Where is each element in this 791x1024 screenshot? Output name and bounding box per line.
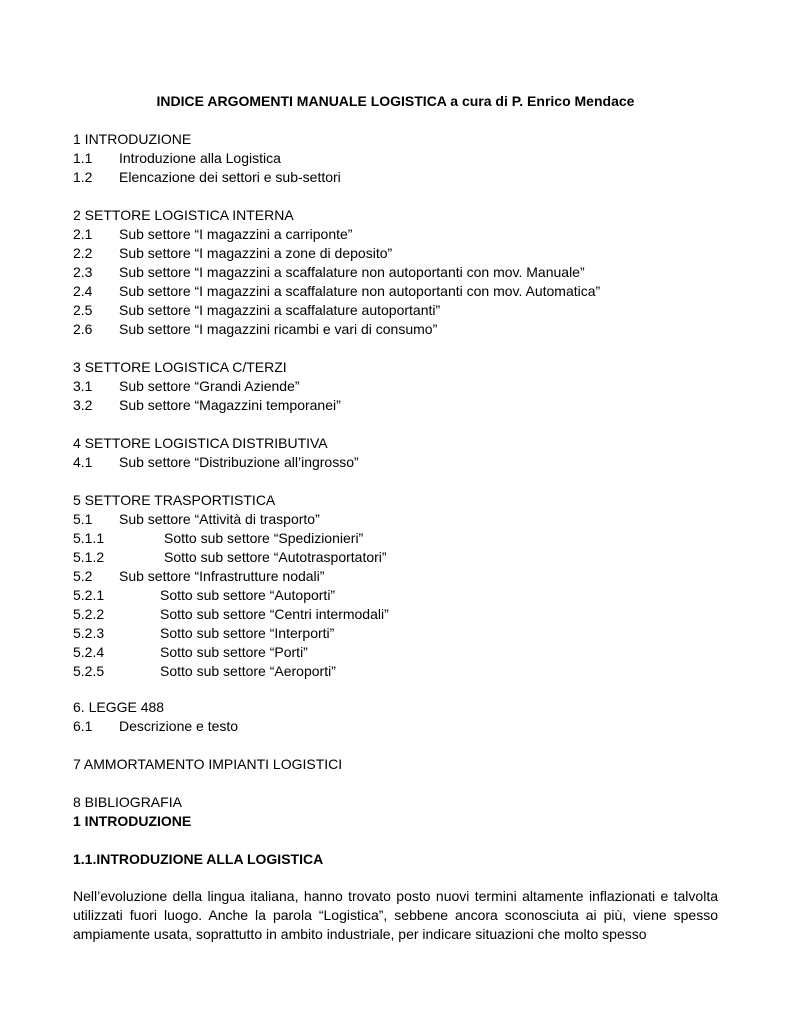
toc-item-text: Sotto sub settore “Porti” xyxy=(160,644,308,660)
toc-item-text: Introduzione alla Logistica xyxy=(119,150,281,166)
toc-item-number: 2.1 xyxy=(73,226,93,242)
toc-heading-text: 3 SETTORE LOGISTICA C/TERZI xyxy=(73,359,287,375)
toc-item-text: Sotto sub settore “Autotrasportatori” xyxy=(164,549,387,565)
toc-item-text: Sub settore “Infrastrutture nodali” xyxy=(119,568,325,584)
toc-item-text: Sub settore “I magazzini a zone di deposito” xyxy=(119,245,393,261)
toc-item-number: 4.1 xyxy=(73,454,93,470)
toc-item-number: 1.1 xyxy=(73,150,93,166)
toc-item-number: 2.3 xyxy=(73,264,93,280)
toc-item-text: Sub settore “I magazzini a scaffalature non autoportanti con mov. Manuale” xyxy=(119,264,585,280)
section-heading-text: 1 INTRODUZIONE xyxy=(73,813,192,829)
toc-item-number: 5.1 xyxy=(73,511,93,527)
toc-item-text: Sotto sub settore “Centri intermodali” xyxy=(160,606,389,622)
toc-item-text: Elencazione dei settori e sub-settori xyxy=(119,169,341,185)
toc-item-number: 5.2.2 xyxy=(73,606,105,622)
toc-item-number: 2.2 xyxy=(73,245,93,261)
toc-heading-text: 1 INTRODUZIONE xyxy=(73,131,192,147)
toc-item-number: 3.2 xyxy=(73,397,93,413)
toc-item-text: Sub settore “I magazzini ricambi e vari di consumo” xyxy=(119,321,438,337)
toc-item-number: 2.4 xyxy=(73,283,93,299)
toc-heading-text: 2 SETTORE LOGISTICA INTERNA xyxy=(73,207,294,223)
toc-item-text: Descrizione e testo xyxy=(119,718,239,734)
toc-item-number: 5.2.3 xyxy=(73,625,105,641)
toc-item-number: 5.2.4 xyxy=(73,644,105,660)
subsection-heading-text: 1.1.INTRODUZIONE ALLA LOGISTICA xyxy=(73,851,324,867)
toc-heading-text: 6. LEGGE 488 xyxy=(73,699,165,715)
toc-item-text: Sotto sub settore “Spedizionieri” xyxy=(164,530,364,546)
toc-item-number: 2.6 xyxy=(73,321,93,337)
toc-item-number: 5.2 xyxy=(73,568,93,584)
toc-item-number: 5.2.5 xyxy=(73,663,105,679)
toc-item-number: 5.2.1 xyxy=(73,587,105,603)
toc-item-text: Sub settore “Distribuzione all’ingrosso” xyxy=(119,454,359,470)
toc-heading-text: 4 SETTORE LOGISTICA DISTRIBUTIVA xyxy=(73,435,328,451)
toc-item-text: Sub settore “Magazzini temporanei” xyxy=(119,397,341,413)
toc-item-text: Sub settore “Attività di trasporto” xyxy=(119,511,320,527)
toc-item-number: 5.1.1 xyxy=(73,530,105,546)
toc-item-number: 5.1.2 xyxy=(73,549,105,565)
toc-item-text: Sub settore “Grandi Aziende” xyxy=(119,378,300,394)
toc-item-number: 1.2 xyxy=(73,169,93,185)
document-title: INDICE ARGOMENTI MANUALE LOGISTICA a cura di P. Enrico Mendace xyxy=(156,93,635,109)
toc-item-number: 3.1 xyxy=(73,378,93,394)
toc-item-text: Sotto sub settore “Aeroporti” xyxy=(160,663,336,679)
toc-item-text: Sotto sub settore “Autoporti” xyxy=(160,587,336,603)
toc-item-text: Sub settore “I magazzini a scaffalature autoportanti” xyxy=(119,302,441,318)
toc-item-number: 2.5 xyxy=(73,302,93,318)
toc-heading-text: 5 SETTORE TRASPORTISTICA xyxy=(73,492,276,508)
toc-item-text: Sub settore “I magazzini a carriponte” xyxy=(119,226,353,242)
body-paragraph: Nell’evoluzione della lingua italiana, hanno trovato posto nuovi termini altamente inflazionati e talvolta utilizzati fuori luogo. Anche la parola “Logistica”, sebbene ancora sconosciuta ai più, viene spesso ampiamente usata, soprattutto in ambito industriale, per indicare situazioni che molto spesso xyxy=(73,888,718,942)
toc-heading-text: 7 AMMORTAMENTO IMPIANTI LOGISTICI xyxy=(73,756,343,772)
toc-heading-text: 8 BIBLIOGRAFIA xyxy=(73,794,182,810)
toc-item-text: Sotto sub settore “Interporti” xyxy=(160,625,335,641)
toc-item-text: Sub settore “I magazzini a scaffalature non autoportanti con mov. Automatica” xyxy=(119,283,601,299)
toc-item-number: 6.1 xyxy=(73,718,93,734)
